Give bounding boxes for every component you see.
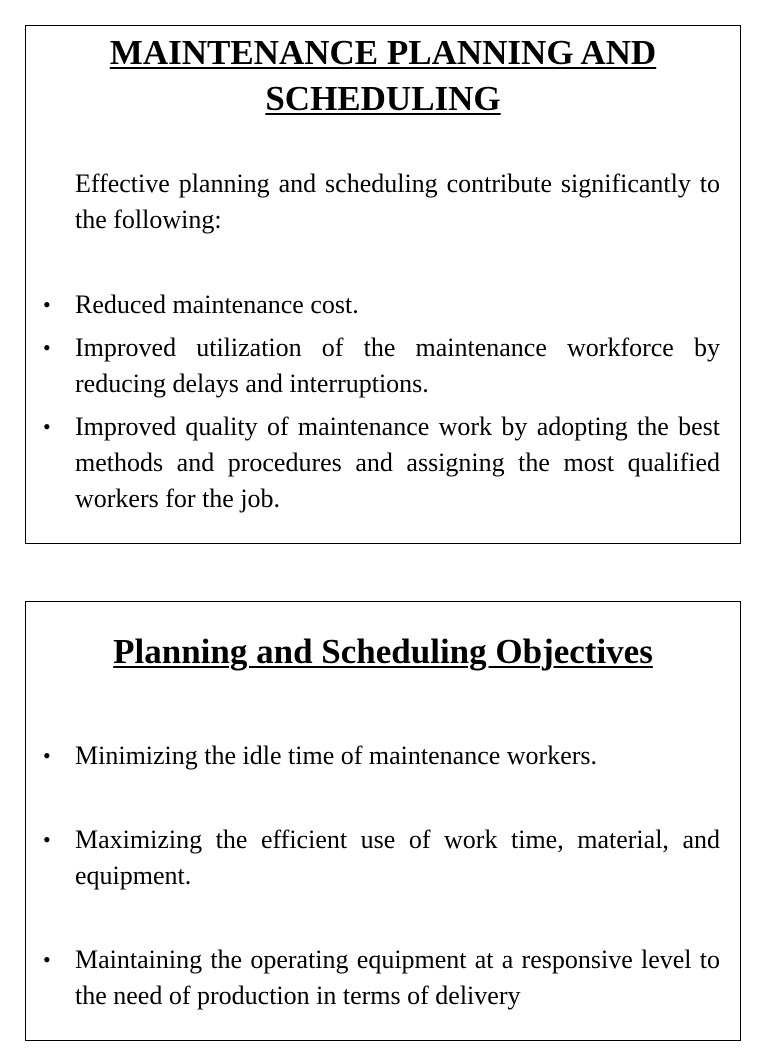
- list-item: [43, 287, 720, 323]
- bullet-icon: •: [43, 947, 51, 972]
- slide-title: MAINTENANCE PLANNING AND SCHEDULING: [109, 33, 657, 118]
- bullet-icon: •: [43, 743, 51, 768]
- list-item: [43, 409, 720, 517]
- list-item: [43, 822, 720, 894]
- bullet-icon: •: [43, 414, 51, 439]
- list-item-text: Improved quality of maintenance work by adopting the best methods and procedures and assigning the most qualified workers for the job.: [75, 412, 720, 513]
- list-item-text: Improved utilization of the maintenance workforce by reducing delays and interruptions.: [75, 333, 720, 398]
- list-item-text: Maximizing the efficient use of work time, material, and equipment.: [75, 825, 720, 890]
- list-item-text: Minimizing the idle time of maintenance workers.: [75, 741, 598, 770]
- bullet-list: [43, 738, 720, 1062]
- list-item: [43, 942, 720, 1014]
- slide-objectives: [25, 601, 741, 1041]
- slide-maintenance-planning: [25, 25, 741, 544]
- list-item: [43, 330, 720, 402]
- intro-paragraph: Effective planning and scheduling contribute significantly to the following:: [75, 169, 720, 234]
- bullet-icon: •: [43, 335, 51, 360]
- slide-title: Planning and Scheduling Objectives: [113, 632, 653, 671]
- bullet-list: [43, 287, 720, 524]
- list-item-text: Reduced maintenance cost.: [75, 290, 359, 319]
- list-item-text: Maintaining the operating equipment at a responsive level to the need of production in terms of delivery: [75, 945, 720, 1010]
- bullet-icon: •: [43, 827, 51, 852]
- list-item: [43, 738, 720, 774]
- bullet-icon: •: [43, 292, 51, 317]
